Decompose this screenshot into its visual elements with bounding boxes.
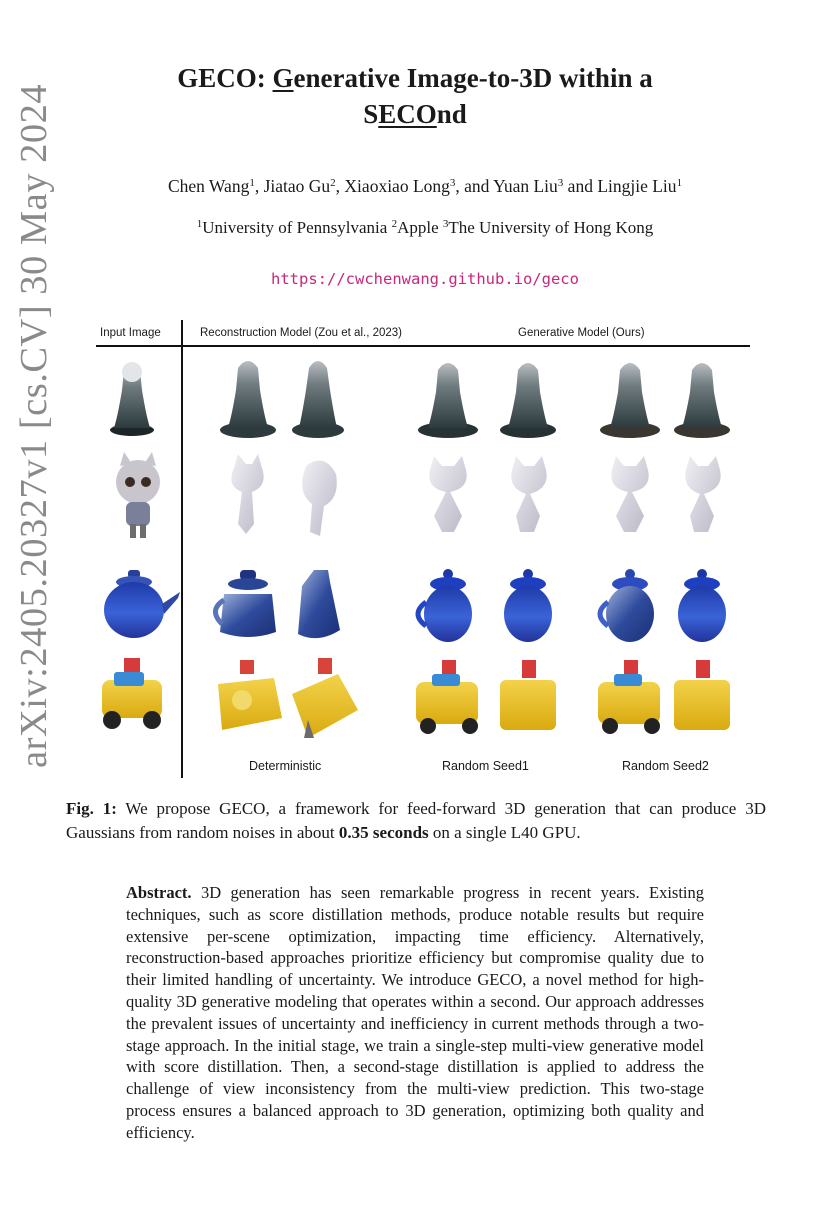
figurine-seed2-view-2	[674, 363, 730, 438]
cat-recon-view-2	[302, 461, 337, 536]
label-deterministic: Deterministic	[249, 759, 322, 773]
label-random-seed1: Random Seed1	[442, 759, 529, 773]
teapot-seed1-view-1	[418, 569, 472, 642]
teapot-seed2-view-2	[678, 569, 726, 642]
truck-recon-view-1	[218, 660, 282, 730]
figurine-input-image	[110, 362, 154, 436]
arxiv-stamp: arXiv:2405.20327v1 [cs.CV] 30 May 2024	[13, 83, 55, 768]
cat-input-image	[116, 452, 160, 538]
figure-caption: Fig. 1: We propose GECO, a framework for feed-forward 3D generation that can produce 3D Gaussians from random noises in about 0.35 seconds on a single L40 GPU.	[66, 799, 766, 842]
truck-seed2-view-1	[598, 660, 660, 734]
figurine-recon-view-1	[220, 361, 276, 438]
cat-seed2-view-1	[611, 456, 648, 532]
affiliation-list: $^1$University of Pennsylvania $^2$Apple $^3$The University of Hong Kong	[196, 218, 654, 237]
row-figurine	[110, 361, 730, 438]
figurine-seed2-view-1	[600, 363, 660, 438]
truck-seed1-view-2	[500, 660, 556, 730]
figurine-recon-view-2	[292, 361, 344, 438]
figure-header-rule	[96, 345, 750, 347]
row-toy-truck	[102, 658, 730, 738]
cat-seed2-view-2	[685, 456, 720, 532]
column-header-input: Input Image	[100, 327, 161, 339]
truck-input-image	[102, 658, 162, 729]
teapot-seed1-view-2	[504, 569, 552, 642]
project-url-link[interactable]: https://cwchenwang.github.io/geco	[271, 270, 579, 288]
truck-recon-view-2	[292, 658, 358, 738]
row-teapot	[104, 569, 726, 642]
teapot-recon-view-2	[298, 570, 340, 638]
truck-seed1-view-1	[416, 660, 478, 734]
cat-seed1-view-1	[429, 456, 466, 532]
teapot-input-image	[104, 570, 180, 638]
teapot-seed2-view-1	[600, 569, 654, 642]
author-list: Chen Wang$^1$, Jiatao Gu$^2$, Xiaoxiao Long$^3$, and Yuan Liu$^3$ and Lingjie Liu$^1$	[167, 176, 683, 196]
column-header-generative: Generative Model (Ours)	[518, 327, 645, 339]
truck-seed2-view-2	[674, 660, 730, 730]
column-header-reconstruction: Reconstruction Model (Zou et al., 2023)	[200, 327, 402, 339]
cat-recon-view-1	[231, 454, 263, 534]
figurine-seed1-view-2	[500, 363, 556, 438]
teapot-recon-view-1	[215, 570, 276, 637]
row-cat	[116, 452, 721, 538]
cat-seed1-view-2	[511, 456, 546, 532]
figure-object-grid	[90, 350, 770, 755]
figurine-seed1-view-1	[418, 363, 478, 438]
abstract: Abstract. 3D generation has seen remarkable progress in recent years. Existing techniques, such as score distillation methods, produce notable results but require extensive per-scene optimization, impacting time efficiency. Alternatively, reconstruction-based approaches prioritize efficiency but compromise quality due to their limited handling of uncertainty. We introduce GECO, a novel method for high-quality 3D generative modeling that operates within a second. Our approach addresses the prevalent issues of uncertainty and inefficiency in current methods through a two-stage approach. In the initial stage, we train a single-step multi-view generative model with score distillation. Then, a second-stage distillation is applied to address the challenge of view inconsistency from the multi-view prediction. This two-stage process ensures a balanced approach to 3D generation, optimizing both quality and efficiency.	[126, 883, 704, 1142]
paper-title: GECO: Generative Image-to-3D within a SECOnd	[177, 63, 653, 129]
label-random-seed2: Random Seed2	[622, 759, 709, 773]
